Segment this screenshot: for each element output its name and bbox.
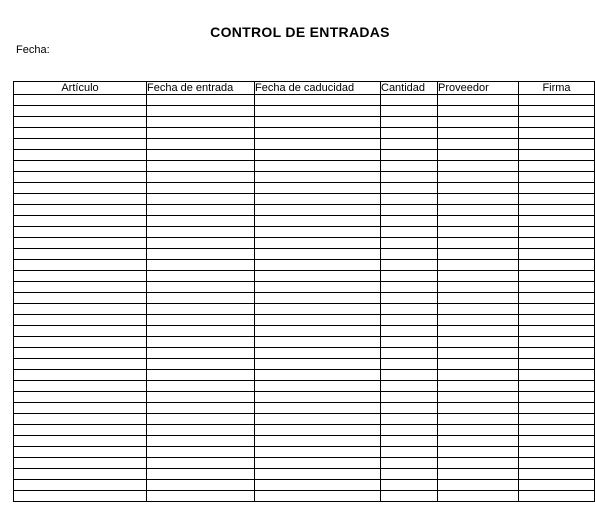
- table-cell[interactable]: [519, 403, 595, 414]
- table-row: [14, 436, 595, 447]
- table-cell[interactable]: [438, 425, 519, 436]
- table-cell[interactable]: [147, 403, 255, 414]
- table-cell[interactable]: [438, 381, 519, 392]
- table-cell[interactable]: [147, 238, 255, 249]
- table-cell[interactable]: [438, 249, 519, 260]
- table-cell[interactable]: [519, 282, 595, 293]
- table-cell[interactable]: [147, 370, 255, 381]
- table-cell[interactable]: [519, 293, 595, 304]
- table-cell[interactable]: [255, 458, 381, 469]
- table-cell[interactable]: [438, 117, 519, 128]
- table-cell[interactable]: [381, 425, 438, 436]
- table-cell[interactable]: [14, 491, 147, 502]
- table-cell[interactable]: [14, 106, 147, 117]
- table-row: [14, 238, 595, 249]
- column-header-cantidad: Cantidad: [381, 82, 438, 95]
- table-cell[interactable]: [14, 172, 147, 183]
- table-cell[interactable]: [519, 271, 595, 282]
- table-cell[interactable]: [255, 95, 381, 106]
- table-cell[interactable]: [381, 172, 438, 183]
- table-cell[interactable]: [14, 458, 147, 469]
- table-cell[interactable]: [147, 95, 255, 106]
- column-header-firma: Firma: [519, 82, 595, 95]
- table-cell[interactable]: [381, 491, 438, 502]
- table-cell[interactable]: [519, 491, 595, 502]
- table-cell[interactable]: [381, 348, 438, 359]
- table-cell[interactable]: [438, 238, 519, 249]
- table-cell[interactable]: [438, 172, 519, 183]
- table-row: [14, 216, 595, 227]
- table-cell[interactable]: [381, 480, 438, 491]
- table-cell[interactable]: [255, 128, 381, 139]
- table-cell[interactable]: [381, 227, 438, 238]
- table-row: [14, 414, 595, 425]
- table-cell[interactable]: [14, 436, 147, 447]
- table-cell[interactable]: [381, 150, 438, 161]
- table-row: [14, 128, 595, 139]
- column-header-fecha-entrada: Fecha de entrada: [147, 82, 255, 95]
- table-cell[interactable]: [255, 414, 381, 425]
- table-cell[interactable]: [438, 216, 519, 227]
- table-cell[interactable]: [381, 238, 438, 249]
- table-cell[interactable]: [147, 117, 255, 128]
- table-cell[interactable]: [438, 128, 519, 139]
- table-cell[interactable]: [147, 293, 255, 304]
- table-row: [14, 359, 595, 370]
- table-cell[interactable]: [519, 238, 595, 249]
- table-cell[interactable]: [519, 139, 595, 150]
- table-cell[interactable]: [14, 304, 147, 315]
- table-cell[interactable]: [255, 392, 381, 403]
- table-row: [14, 458, 595, 469]
- table-cell[interactable]: [519, 128, 595, 139]
- table-cell[interactable]: [14, 469, 147, 480]
- table-cell[interactable]: [381, 469, 438, 480]
- table-cell[interactable]: [438, 436, 519, 447]
- table-cell[interactable]: [519, 392, 595, 403]
- table-cell[interactable]: [519, 260, 595, 271]
- table-cell[interactable]: [519, 315, 595, 326]
- table-cell[interactable]: [147, 150, 255, 161]
- table-row: [14, 370, 595, 381]
- table-row: [14, 403, 595, 414]
- table-row: [14, 282, 595, 293]
- table-cell[interactable]: [381, 403, 438, 414]
- table-cell[interactable]: [14, 117, 147, 128]
- column-header-fecha-caducidad: Fecha de caducidad: [255, 82, 381, 95]
- table-cell[interactable]: [14, 403, 147, 414]
- table-cell[interactable]: [14, 447, 147, 458]
- table-cell[interactable]: [255, 315, 381, 326]
- table-cell[interactable]: [147, 304, 255, 315]
- table-cell[interactable]: [255, 491, 381, 502]
- table-cell[interactable]: [147, 414, 255, 425]
- table-cell[interactable]: [147, 447, 255, 458]
- table-cell[interactable]: [519, 348, 595, 359]
- table-cell[interactable]: [14, 139, 147, 150]
- table-cell[interactable]: [381, 106, 438, 117]
- table-cell[interactable]: [255, 194, 381, 205]
- table-row: [14, 469, 595, 480]
- table-row: [14, 172, 595, 183]
- table-row: [14, 95, 595, 106]
- table-cell[interactable]: [381, 381, 438, 392]
- table-cell[interactable]: [14, 271, 147, 282]
- table-cell[interactable]: [14, 282, 147, 293]
- table-cell[interactable]: [519, 381, 595, 392]
- table-cell[interactable]: [381, 414, 438, 425]
- table-cell[interactable]: [519, 227, 595, 238]
- table-cell[interactable]: [147, 392, 255, 403]
- table-cell[interactable]: [147, 491, 255, 502]
- table-cell[interactable]: [381, 205, 438, 216]
- table-header-row: [14, 82, 595, 95]
- table-cell[interactable]: [381, 337, 438, 348]
- table-cell[interactable]: [255, 403, 381, 414]
- table-cell[interactable]: [519, 249, 595, 260]
- table-cell[interactable]: [147, 282, 255, 293]
- table-cell[interactable]: [381, 271, 438, 282]
- table-cell[interactable]: [519, 205, 595, 216]
- table-row: [14, 392, 595, 403]
- table-cell[interactable]: [519, 106, 595, 117]
- table-cell[interactable]: [438, 260, 519, 271]
- table-cell[interactable]: [255, 216, 381, 227]
- table-row: [14, 337, 595, 348]
- table-cell[interactable]: [255, 117, 381, 128]
- table-row: [14, 271, 595, 282]
- table-cell[interactable]: [255, 249, 381, 260]
- table-cell[interactable]: [519, 337, 595, 348]
- table-cell[interactable]: [147, 139, 255, 150]
- table-cell[interactable]: [381, 183, 438, 194]
- table-cell[interactable]: [381, 326, 438, 337]
- table-row: [14, 326, 595, 337]
- table-cell[interactable]: [147, 249, 255, 260]
- table-cell[interactable]: [438, 161, 519, 172]
- table-row: [14, 227, 595, 238]
- table-cell[interactable]: [147, 469, 255, 480]
- table-row: [14, 315, 595, 326]
- table-cell[interactable]: [255, 425, 381, 436]
- table-cell[interactable]: [147, 194, 255, 205]
- table-cell[interactable]: [438, 271, 519, 282]
- table-cell[interactable]: [519, 326, 595, 337]
- table-cell[interactable]: [381, 161, 438, 172]
- table-cell[interactable]: [14, 216, 147, 227]
- table-cell[interactable]: [147, 359, 255, 370]
- table-row: [14, 194, 595, 205]
- table-cell[interactable]: [381, 370, 438, 381]
- table-cell[interactable]: [147, 128, 255, 139]
- table-cell[interactable]: [519, 216, 595, 227]
- table-cell[interactable]: [147, 425, 255, 436]
- table-cell[interactable]: [255, 293, 381, 304]
- table-cell[interactable]: [14, 95, 147, 106]
- table-cell[interactable]: [519, 161, 595, 172]
- table-cell[interactable]: [14, 249, 147, 260]
- table-cell[interactable]: [438, 293, 519, 304]
- table-cell[interactable]: [147, 348, 255, 359]
- table-cell[interactable]: [519, 425, 595, 436]
- column-header-articulo: Artículo: [14, 82, 147, 95]
- table-cell[interactable]: [147, 315, 255, 326]
- column-header-proveedor: Proveedor: [438, 82, 519, 95]
- table-cell[interactable]: [255, 150, 381, 161]
- table-cell[interactable]: [438, 326, 519, 337]
- table-cell[interactable]: [438, 491, 519, 502]
- table-cell[interactable]: [147, 216, 255, 227]
- table-cell[interactable]: [255, 260, 381, 271]
- table-cell[interactable]: [255, 436, 381, 447]
- table-cell[interactable]: [147, 183, 255, 194]
- table-row: [14, 205, 595, 216]
- table-cell[interactable]: [14, 183, 147, 194]
- table-cell[interactable]: [519, 480, 595, 491]
- table-cell[interactable]: [147, 106, 255, 117]
- table-cell[interactable]: [14, 161, 147, 172]
- table-cell[interactable]: [14, 238, 147, 249]
- table-row: [14, 139, 595, 150]
- table-row: [14, 491, 595, 502]
- table-cell[interactable]: [438, 414, 519, 425]
- table-cell[interactable]: [147, 458, 255, 469]
- table-row: [14, 183, 595, 194]
- table-cell[interactable]: [381, 249, 438, 260]
- table-cell[interactable]: [255, 359, 381, 370]
- table-row: [14, 304, 595, 315]
- table-cell[interactable]: [438, 458, 519, 469]
- table-cell[interactable]: [438, 359, 519, 370]
- page-title: CONTROL DE ENTRADAS: [210, 24, 390, 40]
- table-cell[interactable]: [381, 282, 438, 293]
- table-cell[interactable]: [381, 216, 438, 227]
- table-cell[interactable]: [255, 304, 381, 315]
- table-cell[interactable]: [255, 480, 381, 491]
- table-cell[interactable]: [14, 293, 147, 304]
- table-cell[interactable]: [438, 106, 519, 117]
- table-row: [14, 348, 595, 359]
- table-cell[interactable]: [438, 392, 519, 403]
- table-cell[interactable]: [147, 480, 255, 491]
- table-cell[interactable]: [381, 117, 438, 128]
- table-cell[interactable]: [14, 315, 147, 326]
- table-body: [14, 95, 595, 502]
- table-cell[interactable]: [519, 117, 595, 128]
- table-cell[interactable]: [381, 304, 438, 315]
- table-cell[interactable]: [255, 381, 381, 392]
- table-cell[interactable]: [255, 238, 381, 249]
- entries-table: [13, 81, 595, 502]
- table-cell[interactable]: [147, 436, 255, 447]
- table-cell[interactable]: [14, 348, 147, 359]
- table-cell[interactable]: [519, 172, 595, 183]
- table-row: [14, 249, 595, 260]
- table-cell[interactable]: [14, 337, 147, 348]
- table-cell[interactable]: [438, 95, 519, 106]
- table-cell[interactable]: [381, 293, 438, 304]
- table-cell[interactable]: [14, 260, 147, 271]
- table-cell[interactable]: [438, 469, 519, 480]
- table-cell[interactable]: [255, 227, 381, 238]
- table-cell[interactable]: [255, 447, 381, 458]
- table-cell[interactable]: [438, 403, 519, 414]
- table-cell[interactable]: [438, 205, 519, 216]
- table-cell[interactable]: [381, 95, 438, 106]
- table-cell[interactable]: [438, 315, 519, 326]
- table-cell[interactable]: [255, 348, 381, 359]
- table-cell[interactable]: [14, 370, 147, 381]
- table-cell[interactable]: [519, 194, 595, 205]
- table-cell[interactable]: [519, 447, 595, 458]
- table-cell[interactable]: [14, 480, 147, 491]
- table-cell[interactable]: [438, 227, 519, 238]
- table-row: [14, 117, 595, 128]
- table-cell[interactable]: [438, 183, 519, 194]
- table-cell[interactable]: [147, 326, 255, 337]
- table-cell[interactable]: [255, 370, 381, 381]
- table-cell[interactable]: [255, 271, 381, 282]
- table-cell[interactable]: [519, 436, 595, 447]
- table-cell[interactable]: [147, 337, 255, 348]
- table-cell[interactable]: [438, 194, 519, 205]
- table-cell[interactable]: [147, 260, 255, 271]
- table-cell[interactable]: [255, 172, 381, 183]
- table-cell[interactable]: [255, 205, 381, 216]
- table-cell[interactable]: [255, 469, 381, 480]
- table-cell[interactable]: [519, 458, 595, 469]
- table-cell[interactable]: [438, 447, 519, 458]
- table-cell[interactable]: [519, 370, 595, 381]
- table-row: [14, 425, 595, 436]
- table-row: [14, 480, 595, 491]
- table-cell[interactable]: [14, 128, 147, 139]
- table-cell[interactable]: [14, 194, 147, 205]
- table-cell[interactable]: [381, 436, 438, 447]
- table-row: [14, 260, 595, 271]
- table-cell[interactable]: [147, 161, 255, 172]
- table-cell[interactable]: [14, 414, 147, 425]
- table-cell[interactable]: [438, 139, 519, 150]
- table-cell[interactable]: [14, 150, 147, 161]
- table-cell[interactable]: [147, 205, 255, 216]
- table-row: [14, 150, 595, 161]
- table-cell[interactable]: [519, 469, 595, 480]
- table-cell[interactable]: [255, 326, 381, 337]
- table-cell[interactable]: [381, 392, 438, 403]
- table-cell[interactable]: [381, 194, 438, 205]
- table-cell[interactable]: [519, 95, 595, 106]
- table-cell[interactable]: [14, 392, 147, 403]
- table-row: [14, 106, 595, 117]
- table-cell[interactable]: [14, 205, 147, 216]
- table-cell[interactable]: [14, 359, 147, 370]
- table-cell[interactable]: [14, 326, 147, 337]
- table-cell[interactable]: [381, 260, 438, 271]
- table-cell[interactable]: [255, 139, 381, 150]
- table-cell[interactable]: [14, 227, 147, 238]
- table-cell[interactable]: [147, 172, 255, 183]
- table-cell[interactable]: [381, 139, 438, 150]
- table-cell[interactable]: [519, 304, 595, 315]
- table-cell[interactable]: [255, 106, 381, 117]
- table-cell[interactable]: [519, 150, 595, 161]
- table-cell[interactable]: [438, 370, 519, 381]
- table-row: [14, 381, 595, 392]
- table-cell[interactable]: [438, 348, 519, 359]
- table-cell[interactable]: [255, 183, 381, 194]
- table-cell[interactable]: [519, 183, 595, 194]
- table-cell[interactable]: [381, 359, 438, 370]
- table-cell[interactable]: [438, 150, 519, 161]
- table-cell[interactable]: [438, 304, 519, 315]
- table-cell[interactable]: [147, 271, 255, 282]
- table-cell[interactable]: [381, 447, 438, 458]
- table-cell[interactable]: [147, 227, 255, 238]
- table-row: [14, 447, 595, 458]
- table-cell[interactable]: [381, 315, 438, 326]
- table-cell[interactable]: [381, 458, 438, 469]
- table-cell[interactable]: [255, 282, 381, 293]
- table-cell[interactable]: [519, 414, 595, 425]
- table-cell[interactable]: [381, 128, 438, 139]
- table-cell[interactable]: [14, 425, 147, 436]
- table-row: [14, 161, 595, 172]
- table-cell[interactable]: [438, 282, 519, 293]
- table-row: [14, 293, 595, 304]
- date-label: Fecha:: [16, 44, 50, 56]
- table-cell[interactable]: [255, 337, 381, 348]
- table-cell[interactable]: [255, 161, 381, 172]
- table-cell[interactable]: [14, 381, 147, 392]
- table-cell[interactable]: [519, 359, 595, 370]
- table-cell[interactable]: [147, 381, 255, 392]
- table-cell[interactable]: [438, 337, 519, 348]
- table-cell[interactable]: [438, 480, 519, 491]
